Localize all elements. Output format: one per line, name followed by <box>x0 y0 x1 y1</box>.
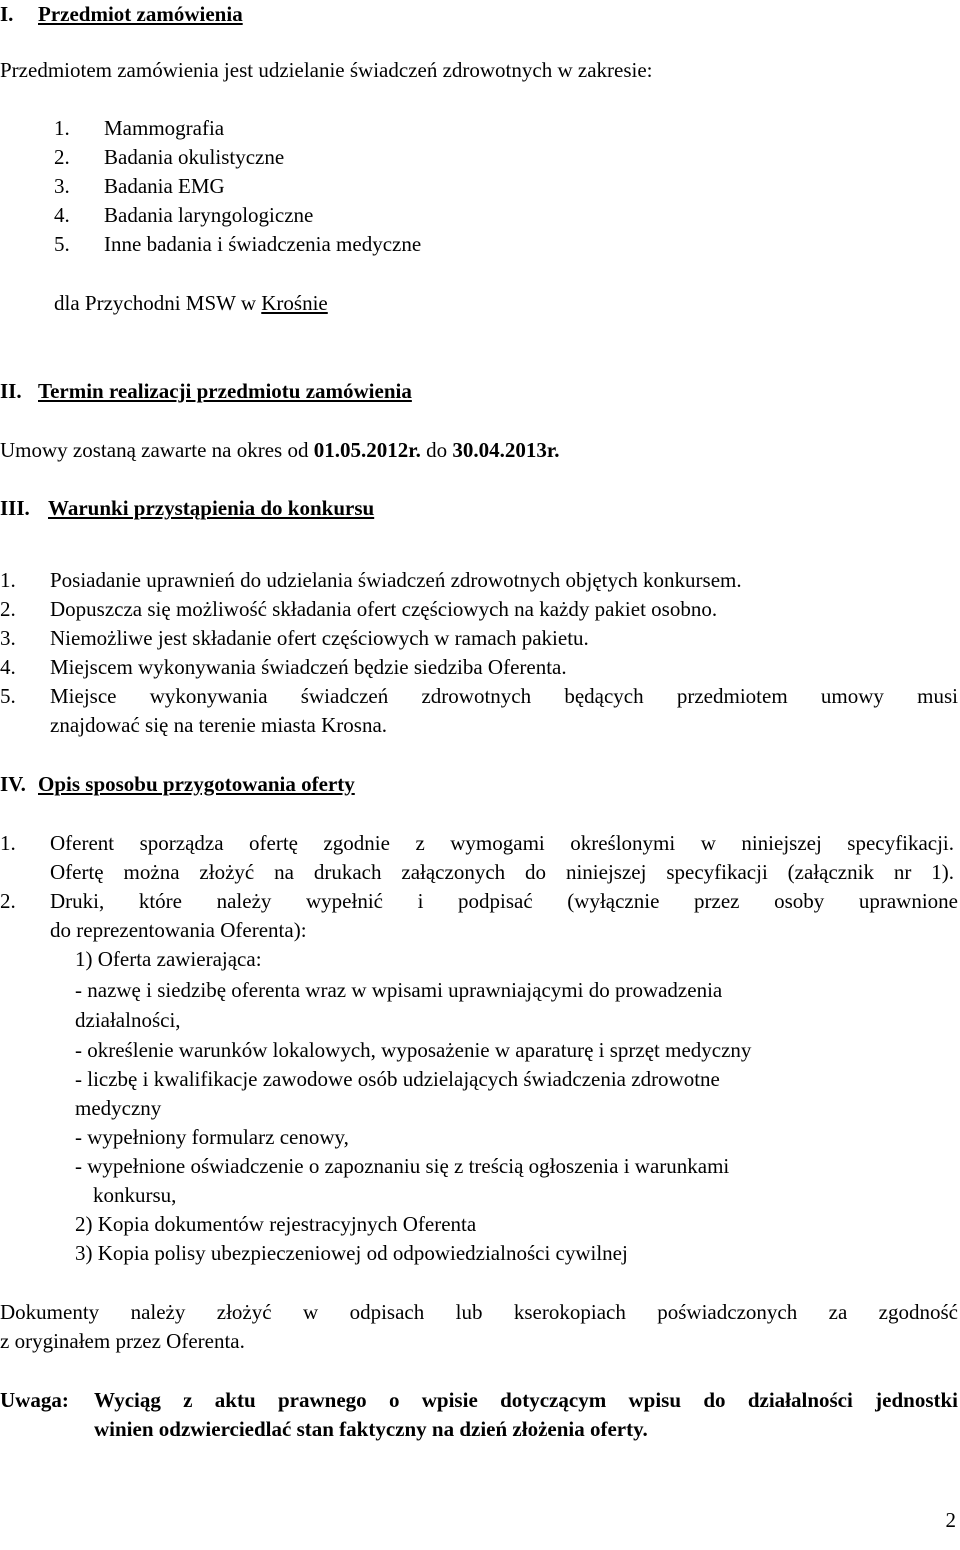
term-text: Umowy zostaną zawarte na okres od 01.05.2012r. do 30.04.2013r. <box>0 438 560 462</box>
list-item: 3. Badania EMG <box>54 174 225 198</box>
dash-item: medyczny <box>75 1096 162 1120</box>
place-text: dla Przychodni MSW w Krośnie <box>54 291 328 315</box>
point-number: 1. <box>0 831 16 855</box>
list-item: 1. Posiadanie uprawnień do udzielania świadczeń zdrowotnych objętych konkursem. <box>0 568 742 592</box>
page-number: 2 <box>945 1508 956 1532</box>
intro-text: Przedmiotem zamówienia jest udzielanie świadczeń zdrowotnych w zakresie: <box>0 58 653 82</box>
paragraph-line: do reprezentowania Oferenta): <box>50 918 307 942</box>
documents-paragraph-line: z oryginałem przez Oferenta. <box>0 1329 245 1353</box>
list-item-text: Miejsce wykonywania świadczeń zdrowotnych będących przedmiotem umowy musi <box>50 684 958 708</box>
sub-item: 2) Kopia dokumentów rejestracyjnych Oferenta <box>75 1212 477 1236</box>
section-title: Opis sposobu przygotowania oferty <box>38 772 355 796</box>
paragraph-line: Oferent sporządza ofertę zgodnie z wymogami określonymi w niniejszej specyfikacji. <box>50 831 954 855</box>
section-heading-1 <box>0 0 243 29</box>
dash-item: działalności, <box>75 1008 181 1032</box>
paragraph-line: Ofertę można złożyć na drukach załączonych do niniejszej specyfikacji (załącznik nr 1). <box>50 860 954 884</box>
section-number: IV. <box>0 772 26 796</box>
sub-item: 3) Kopia polisy ubezpieczeniowej od odpowiedzialności cywilnej <box>75 1241 628 1265</box>
start-date: 01.05.2012r. <box>313 438 421 462</box>
dash-item: - wypełniony formularz cenowy, <box>75 1125 349 1149</box>
point-number: 2. <box>0 889 16 913</box>
list-item: 2. Dopuszcza się możliwość składania ofert częściowych na każdy pakiet osobno. <box>0 597 718 621</box>
list-item: 4. Miejscem wykonywania świadczeń będzie siedziba Oferenta. <box>0 655 567 679</box>
paragraph-line: Druki, które należy wypełnić i podpisać (wyłącznie przez osoby uprawnione <box>50 889 958 913</box>
section-heading-4 <box>0 770 355 799</box>
note-line: winien odzwierciedlać stan faktyczny na dzień złożenia oferty. <box>94 1417 648 1441</box>
city-name: Krośnie <box>261 291 328 315</box>
section-number: I. <box>0 2 14 26</box>
documents-paragraph-line: Dokumenty należy złożyć w odpisach lub kserokopiach poświadczonych za zgodność <box>0 1300 958 1324</box>
dash-item: - określenie warunków lokalowych, wyposażenie w aparaturę i sprzęt medyczny <box>75 1038 752 1062</box>
list-item-number: 5. <box>0 684 16 708</box>
dash-item: - liczbę i kwalifikacje zawodowe osób udzielających świadczenia zdrowotne <box>75 1067 720 1091</box>
section-heading-3 <box>0 494 375 523</box>
section-heading-2 <box>0 377 412 406</box>
section-title: Przedmiot zamówienia <box>38 2 243 26</box>
dash-item: - nazwę i siedzibę oferenta wraz w wpisami uprawniającymi do prowadzenia <box>75 978 723 1002</box>
list-item: 4. Badania laryngologiczne <box>54 203 314 227</box>
note-line: Wyciąg z aktu prawnego o wpisie dotyczącym wpisu do działalności jednostki <box>94 1388 958 1412</box>
list-item: 2. Badania okulistyczne <box>54 145 285 169</box>
section-title: Warunki przystąpienia do konkursu <box>48 496 375 520</box>
sub-item: 1) Oferta zawierająca: <box>75 947 262 971</box>
end-date: 30.04.2013r. <box>452 438 560 462</box>
section-title: Termin realizacji przedmiotu zamówienia <box>38 379 412 403</box>
section-number: III. <box>0 496 30 520</box>
list-item: 5. Inne badania i świadczenia medyczne <box>54 232 422 256</box>
section-number: II. <box>0 379 22 403</box>
dash-item: - wypełnione oświadczenie o zapoznaniu się z treścią ogłoszenia i warunkami <box>75 1154 730 1178</box>
list-item: 3. Niemożliwe jest składanie ofert częściowych w ramach pakietu. <box>0 626 589 650</box>
list-item: 1. Mammografia <box>54 116 225 140</box>
dash-item: konkursu, <box>93 1183 177 1207</box>
note-label: Uwaga: <box>0 1388 69 1412</box>
list-item-text: znajdować się na terenie miasta Krosna. <box>50 713 388 737</box>
